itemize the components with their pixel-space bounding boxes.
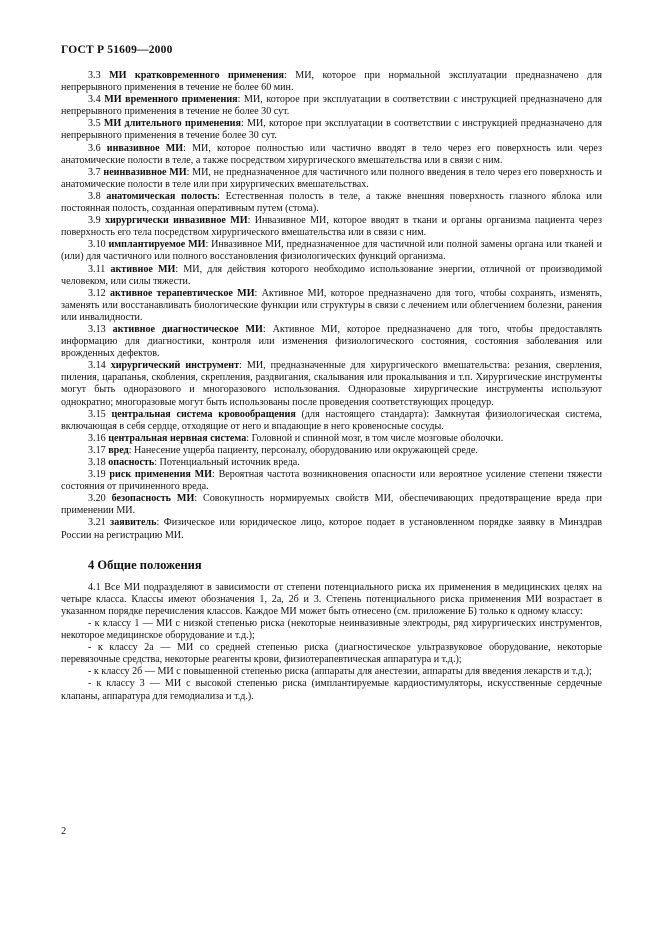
definition-item [61, 493, 602, 517]
definition-text: : МИ, не предназначенное для частичного или полного введения в тело через его поверхность и анатомические полости в теле или при хирургических вмешательствах. [61, 166, 602, 190]
definition-text: : МИ, которое при эксплуатации в соответствии с инструкцией предназначено для непрерывного применения в течение более 30 сут. [61, 118, 602, 142]
definitions-list [61, 70, 602, 542]
definition-text: : Потенциальный источник вреда. [154, 457, 300, 468]
definition-item [61, 239, 602, 263]
definition-term: активное МИ [110, 263, 176, 275]
definition-number: 3.21 [88, 517, 106, 529]
class-list [61, 618, 602, 703]
definition-item [61, 118, 602, 142]
definition-number: 3.16 [88, 432, 106, 444]
definition-text: : МИ, предназначенные для хирургического вмешательства: резания, сверления, пиления, царапанья, скобления, скрепления, раздвигания, скалывания или прокалывания и т.п. Хирургические инструменты могут быть одноразового и многоразового использования. Одноразовые хирургические инструменты используют однократно; многоразовые могут быть использованы после проведения соответствующих процедур. [61, 360, 603, 408]
definition-item [61, 215, 602, 239]
definition-number: 3.12 [88, 287, 106, 299]
page-number: 2 [61, 826, 67, 837]
section-title: 4 Общие положения [88, 557, 202, 572]
definition-item [61, 517, 602, 541]
definition-term: МИ кратковременного применения [109, 70, 284, 81]
definition-text: : Активное МИ, которое предназначено для того, чтобы сохранять, изменять, заменять или восстанавливать биологические функции или структуры в связи с лечением или облегчением болезни, ранения или инвалидности. [61, 287, 602, 323]
definition-item [61, 324, 602, 360]
definition-number: 3.7 [88, 166, 101, 178]
definition-term: хирургический инструмент [110, 360, 240, 372]
definition-term: активное терапевтическое МИ [109, 287, 255, 299]
definition-item [61, 409, 602, 433]
definition-text: : МИ, для действия которого необходимо использование энергии, отличной от производимой человеком, или силы тяжести. [61, 263, 602, 287]
definition-item [61, 191, 602, 215]
definition-number: 3.18 [88, 457, 106, 468]
definition-number: 3.11 [88, 263, 106, 275]
definition-item [61, 264, 602, 288]
definition-text: : Активное МИ, которое предназначено для того, чтобы предоставлять информацию для диагностики, контроля или изменения физиологического состояния, состояния заболевания или врожденных дефектов. [61, 323, 602, 360]
definition-term: центральная система кровообращения [111, 408, 296, 420]
definition-number: 3.9 [88, 215, 101, 227]
definition-term: заявитель [110, 517, 157, 529]
definition-text: : Головной и спинной мозг, в том числе мозговые оболочки. [246, 432, 504, 444]
definition-number: 3.14 [88, 360, 106, 372]
definition-term: хирургически инвазивное МИ [104, 215, 248, 227]
definition-item [61, 469, 602, 493]
definition-term: МИ временного применения [104, 94, 238, 106]
definition-text: : Инвазивное МИ, предназначенное для частичной или полной замены органа или тканей и (или) для частичного или полного восстановления физиологических функций организма. [61, 239, 602, 263]
definition-number: 3.17 [88, 444, 106, 456]
class-list-item: - к классу 1 — МИ с низкой степенью риска (некоторые неинвазивные электроды, ряд хирургических инструментов, некоторое медицинское оборудование и т.д.); [61, 617, 602, 642]
definition-number: 3.4 [88, 94, 101, 106]
definition-item [61, 94, 602, 118]
definition-term: активное диагностическое МИ [112, 323, 263, 335]
definition-item [61, 457, 602, 469]
definition-term: центральная нервная система [108, 432, 247, 444]
definition-text: : МИ, которое при нормальной эксплуатации предназначено для непрерывного применения в течение не более 60 мин. [61, 70, 602, 94]
class-list-item: - к классу 3 — МИ с высокой степенью риска (имплантируемые кардиостимуляторы, искусственные сердечные клапаны, аппаратура для гемодиализа и т.д.). [61, 678, 602, 702]
definition-term: вред [108, 444, 129, 456]
definition-number: 3.19 [88, 469, 106, 481]
definition-item [61, 288, 602, 324]
definition-item [61, 433, 602, 445]
definition-number: 3.6 [88, 142, 101, 154]
definition-number: 3.3 [88, 70, 101, 81]
definition-term: опасность [108, 457, 155, 468]
definition-term: риск применения МИ [109, 469, 213, 481]
definition-number: 3.15 [88, 408, 106, 420]
definition-number: 3.8 [88, 190, 101, 202]
definition-text: (для настоящего стандарта): Замкнутая физиологическая система, включающая в себя сердце, отходящие от него и впадающие в него кровеносные сосуды. [61, 408, 602, 432]
definition-item [61, 167, 602, 191]
page-body [61, 70, 602, 703]
definition-text: : Нанесение ущерба пациенту, персоналу, оборудованию или окружающей среде. [128, 444, 478, 456]
definition-text: : Вероятная частота возникновения опасности или вероятное усиление степени тяжести состояния от причиненного вреда. [61, 469, 602, 493]
class-list-item: - к классу 2а — МИ со средней степенью риска (диагностическое ультразвуковое оборудование, некоторые перевязочные средства, некоторые реагенты крови, физиотерапевтическая аппаратура и т.д.); [61, 642, 602, 666]
definition-text: : МИ, которое полностью или частично вводят в тело через его поверхность или через анатомические полости в теле, а также посредством хирургического вмешательства или в связи с ним. [61, 142, 602, 166]
section-intro: 4.1 Все МИ подразделяют в зависимости от степени потенциального риска их применения в медицинских целях на четыре класса. Классы имеют обозначения 1, 2а, 2б и 3. Степень потенциального риска применения МИ возрастает в указанном порядке перечисления классов. Каждое МИ может быть отнесено (см. приложение Б) только к одному классу: [61, 581, 602, 617]
definition-term: имплантируемое МИ [108, 239, 206, 251]
definition-number: 3.20 [88, 493, 106, 505]
definition-text: : МИ, которое при эксплуатации в соответствии с инструкцией предназначено для непрерывного применения в течение не более 30 сут. [61, 94, 602, 118]
definition-number: 3.10 [88, 239, 106, 251]
definition-number: 3.13 [88, 323, 106, 335]
definition-term: неинвазивное МИ [103, 166, 187, 178]
definition-term: инвазивное МИ [106, 142, 184, 154]
definition-text: : Естественная полость в теле, а также внешняя поверхность глазного яблока или постоянная полость, созданная оперативным путем (стома). [61, 190, 602, 215]
definition-number: 3.5 [88, 118, 101, 130]
definition-item [61, 360, 602, 408]
definition-item [61, 143, 602, 167]
definition-term: МИ длительного применения [103, 118, 241, 130]
definition-text: : Инвазивное МИ, которое вводят в ткани и органы организма пациента через поверхность его тела посредством хирургического вмешательства или в связи с ним. [61, 215, 602, 239]
definition-text: : Физическое или юридическое лицо, которое подает в установленном порядке заявку в Минздрав России на регистрацию МИ. [61, 517, 602, 541]
definition-item [61, 445, 602, 457]
definition-term: безопасность МИ [111, 493, 195, 505]
document-header: ГОСТ Р 51609—2000 [61, 44, 173, 56]
definition-item [61, 70, 602, 94]
definition-text: : Совокупность нормируемых свойств МИ, обеспечивающих предотвращение вреда при применении МИ. [61, 493, 602, 517]
class-list-item: - к классу 2б — МИ с повышенной степенью риска (аппараты для анестезии, аппараты для введения лекарств и т.д.); [88, 666, 592, 678]
definition-term: анатомическая полость [106, 190, 218, 202]
